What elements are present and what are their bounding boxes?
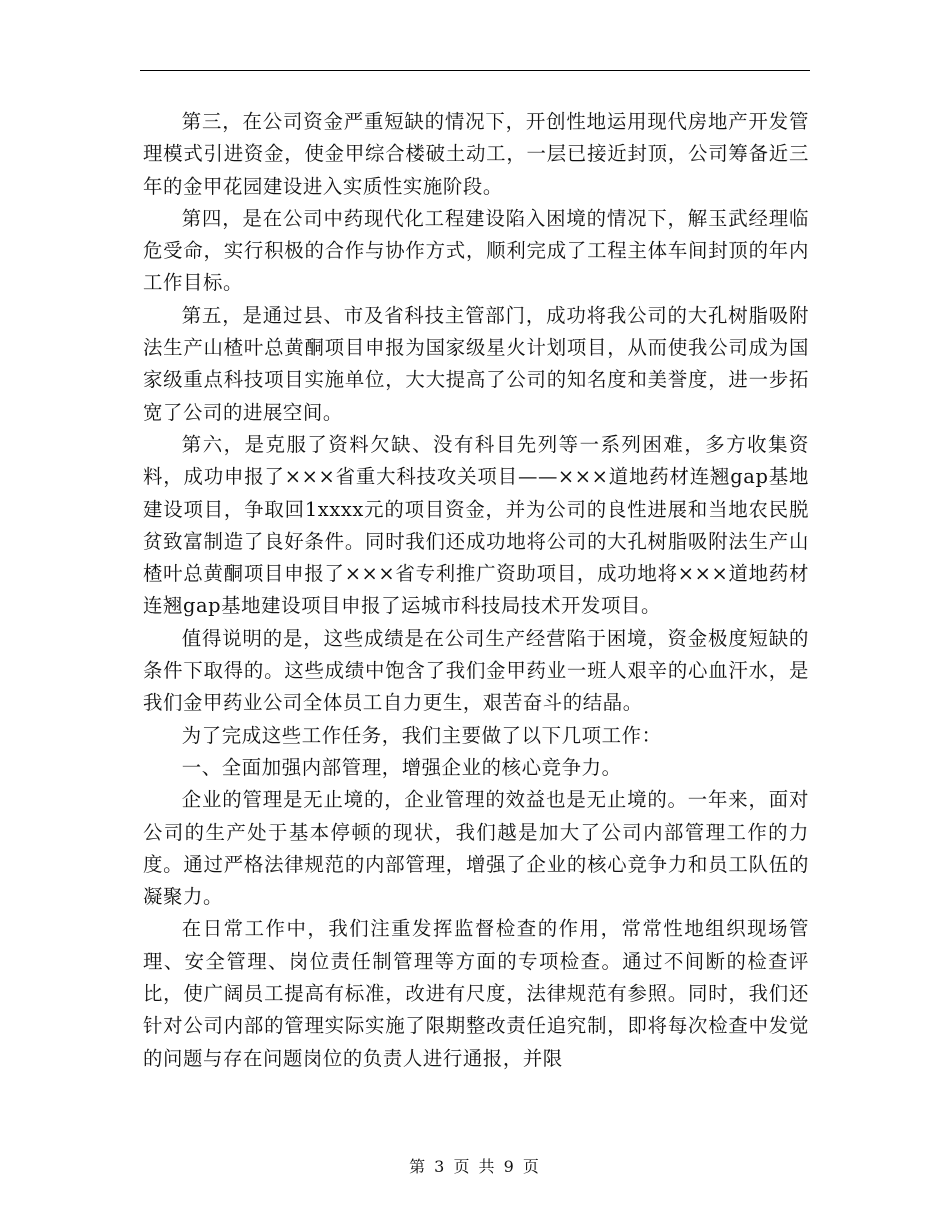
section-heading-internal-management: 一、全面加强内部管理，增强企业的核心竞争力。 [181, 755, 622, 779]
document-body [143, 106, 809, 1075]
paragraph-fourth: 第四，是在公司中药现代化工程建设陷入困境的情况下，解玉武经理临危受命，实行积极的合作与协作方式，顺利完成了工程主体车间封顶的年内工作目标。 [143, 206, 809, 295]
paragraph-explanation: 值得说明的是，这些成绩是在公司生产经营陷于困境，资金极度短缺的条件下取得的。这些成绩中饱含了我们金甲药业一班人艰辛的心血汗水，是我们金甲药业公司全体员工自力更生，艰苦奋斗的结晶。 [143, 626, 809, 715]
page-number-footer: 第 3 页 共 9 页 [409, 1157, 541, 1176]
paragraph-sixth: 第六，是克服了资料欠缺、没有科目先列等一系列困难，多方收集资料，成功申报了×××省重大科技攻关项目——×××道地药材连翘gap基地建设项目，争取回1xxxx元的项目资金，并为公司的良性进展和当地农民脱贫致富制造了良好条件。同时我们还成功地将公司的大孔树脂吸附法生产山楂叶总黄酮项目申报了×××省专利推广资助项目，成功地将×××道地药材连翘gap基地建设项目申报了运城市科技局技术开发项目。 [143, 432, 809, 618]
paragraph-management: 企业的管理是无止境的，企业管理的效益也是无止境的。一年来，面对公司的生产处于基本停顿的现状，我们越是加大了公司内部管理工作的力度。通过严格法律规范的内部管理，增强了企业的核心竞争力和员工队伍的凝聚力。 [143, 788, 809, 909]
paragraph-daily-work: 在日常工作中，我们注重发挥监督检查的作用，常常性地组织现场管理、安全管理、岗位责任制管理等方面的专项检查。通过不间断的检查评比，使广阔员工提高有标准，改进有尺度，法律规范有参照。同时，我们还针对公司内部的管理实际实施了限期整改责任追究制，即将每次检查中发觉的问题与存在问题岗位的负责人进行通报，并限 [143, 917, 809, 1070]
paragraph-work-intro: 为了完成这些工作任务，我们主要做了以下几项工作： [181, 723, 662, 747]
paragraph-third: 第三，在公司资金严重短缺的情况下，开创性地运用现代房地产开发管理模式引进资金，使金甲综合楼破土动工，一层已接近封顶，公司筹备近三年的金甲花园建设进入实质性实施阶段。 [143, 110, 809, 198]
paragraph-fifth: 第五，是通过县、市及省科技主管部门，成功将我公司的大孔树脂吸附法生产山楂叶总黄酮项目申报为国家级星火计划项目，从而使我公司成为国家级重点科技项目实施单位，大大提高了公司的知名度和美誉度，进一步拓宽了公司的进展空间。 [143, 303, 809, 424]
header-rule [140, 70, 810, 71]
